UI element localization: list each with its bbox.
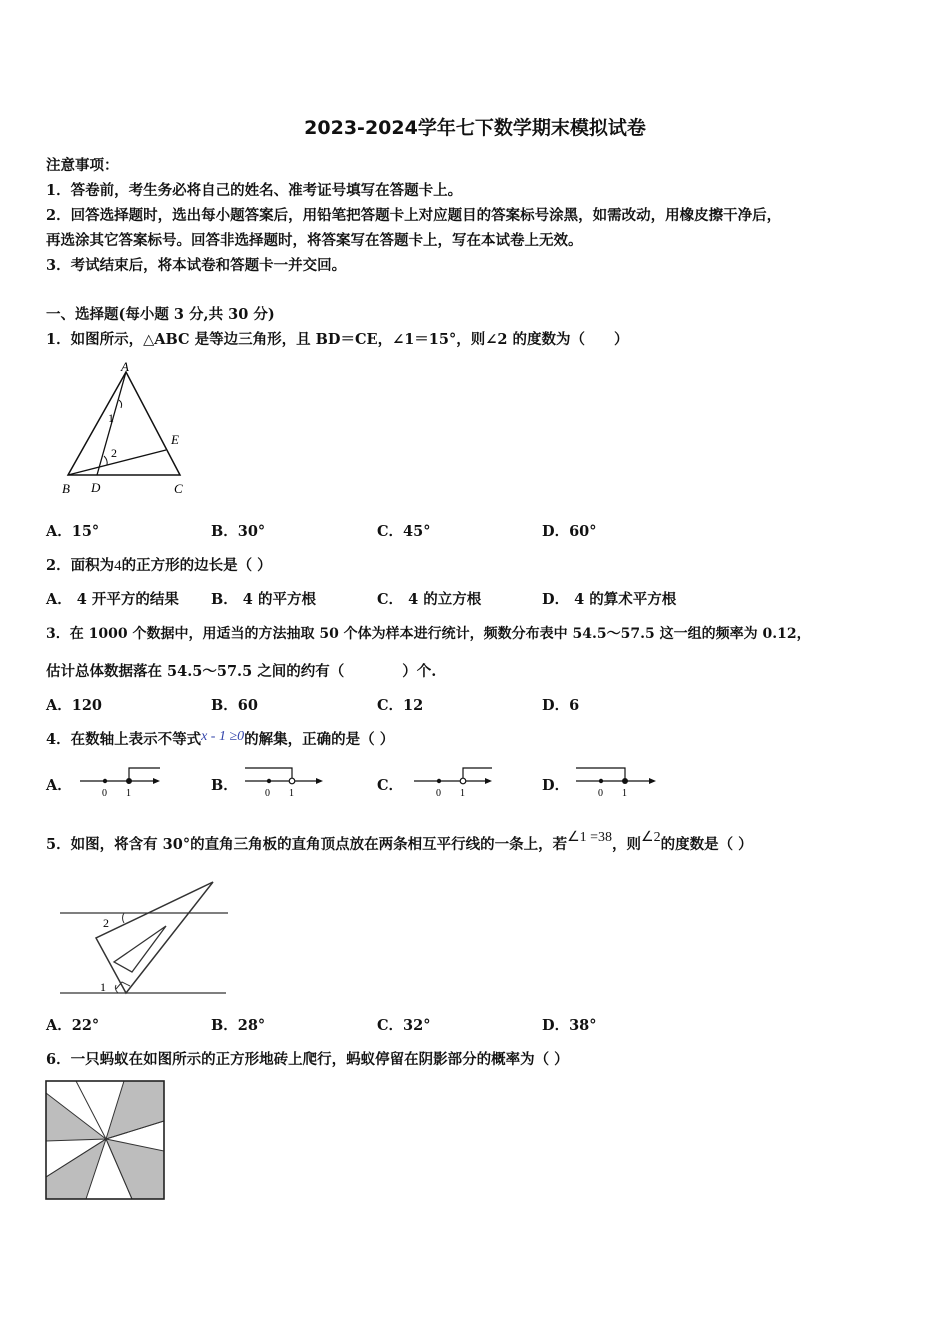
- option-d: D．60°: [542, 523, 597, 540]
- section-heading: 一、选择题(每小题 3 分,共 30 分): [46, 306, 275, 323]
- label-c: C: [174, 481, 183, 496]
- q4-inequality: x - 1 ≥0: [201, 729, 245, 744]
- set-square-figure: [58, 878, 233, 1003]
- q2-num: 4: [114, 558, 122, 574]
- label-d: D: [91, 480, 101, 495]
- option-d: D．: [542, 777, 570, 794]
- question-3-line1: 3．在 1000 个数据中，用适当的方法抽取 50 个体为样本进行统计，频数分布表中 54.5～57.5 这一组的频率为 0.12，: [46, 626, 811, 642]
- option-c: C．12: [377, 697, 424, 714]
- option-a: A．120: [46, 697, 103, 714]
- number-line-d: [574, 762, 664, 802]
- svg-text:0: 0: [436, 788, 441, 799]
- label-e: E: [171, 432, 179, 447]
- notice-item: 2．回答选择题时，选出每小题答案后，用铅笔把答题卡上对应题目的答案标号涂黑，如需改动，用橡皮擦干净后，: [46, 207, 782, 224]
- option-b: B．60: [211, 697, 258, 714]
- number-line-c: [412, 762, 502, 802]
- option-b: B． 4 的平方根: [211, 591, 316, 608]
- question-1-text: 1．如图所示，△ABC 是等边三角形，且 BD＝CE，∠1＝15°，则∠2 的度数为（ ）: [46, 331, 629, 348]
- label-angle-1: 1: [108, 411, 114, 425]
- option-b: B．: [211, 777, 238, 794]
- svg-text:1: 1: [289, 788, 294, 799]
- svg-text:0: 0: [598, 788, 603, 799]
- option-b: B．30°: [211, 523, 266, 540]
- q4-text-b: 的解集，正确的是（ ）: [244, 731, 395, 748]
- label-a: A: [121, 362, 129, 374]
- tile-figure: [45, 1080, 167, 1200]
- notice-heading: 注意事项：: [46, 157, 119, 174]
- question-6-text: 6．一只蚂蚁在如图所示的正方形地砖上爬行，蚂蚁停留在阴影部分的概率为（ ）: [46, 1051, 569, 1068]
- q2-text-a: 2．面积为: [46, 557, 115, 574]
- svg-text:1: 1: [126, 788, 131, 799]
- option-a: A． 4 开平方的结果: [46, 591, 179, 608]
- option-d: D．6: [542, 697, 580, 714]
- label-angle-2: 2: [111, 446, 117, 460]
- question-3-line2: 估计总体数据落在 54.5～57.5 之间的约有（ ）个.: [46, 663, 437, 680]
- option-c: C．45°: [377, 523, 431, 540]
- number-line-b: [243, 762, 333, 802]
- label-angle-1: 1: [100, 980, 106, 994]
- svg-text:1: 1: [622, 788, 627, 799]
- svg-text:0: 0: [265, 788, 270, 799]
- q5-angle1: ∠1 =38: [567, 830, 613, 845]
- option-b: B．28°: [211, 1017, 266, 1034]
- option-d: D．38°: [542, 1017, 597, 1034]
- option-a: A．: [46, 777, 72, 794]
- page-title: 2023-2024学年七下数学期末模拟试卷: [304, 117, 646, 139]
- label-angle-2: 2: [103, 916, 109, 930]
- option-a: A．15°: [46, 523, 100, 540]
- notice-item: 3．考试结束后，将本试卷和答题卡一并交回。: [46, 257, 347, 274]
- option-c: C． 4 的立方根: [377, 591, 482, 608]
- option-c: C．: [377, 777, 404, 794]
- triangle-figure: [56, 362, 196, 502]
- option-a: A．22°: [46, 1017, 100, 1034]
- question-4-text: [46, 728, 394, 749]
- q5-text-b: ，则: [612, 836, 642, 853]
- q2-text-b: 的正方形的边长是（ ）: [121, 557, 272, 574]
- number-line-a: [78, 762, 168, 802]
- option-d: D． 4 的算术平方根: [542, 591, 677, 608]
- q4-text-a: 4．在数轴上表示不等式: [46, 731, 202, 748]
- q5-angle2: ∠2: [641, 830, 661, 845]
- q5-text-c: 的度数是（ ）: [660, 836, 753, 853]
- label-b: B: [62, 481, 70, 496]
- notice-item: 1．答卷前，考生务必将自己的姓名、准考证号填写在答题卡上。: [46, 182, 463, 199]
- svg-text:1: 1: [460, 788, 465, 799]
- svg-text:0: 0: [102, 788, 107, 799]
- notice-item: 再选涂其它答案标号。回答非选择题时，将答案写在答题卡上，写在本试卷上无效。: [46, 232, 583, 249]
- option-c: C．32°: [377, 1017, 431, 1034]
- q5-text-a: 5．如图，将含有 30°的直角三角板的直角顶点放在两条相互平行线的一条上，若: [46, 836, 568, 853]
- question-5-text: [46, 830, 753, 854]
- question-2-text: [46, 554, 272, 575]
